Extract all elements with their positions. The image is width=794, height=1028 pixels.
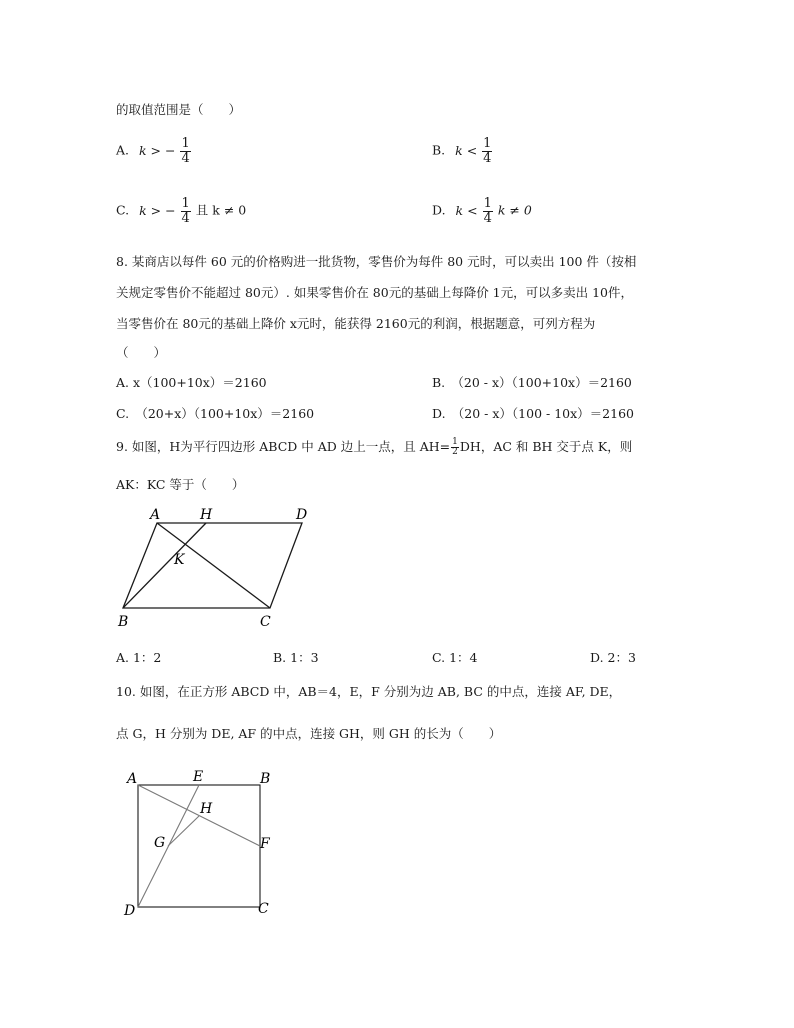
q8-option-d: D. （20 - x）（100 - 10x）＝2160 (432, 406, 634, 421)
q7-option-b-fraction (482, 137, 492, 165)
q7-option-a-fraction (180, 137, 190, 165)
q8-option-b: B. （20 - x）（100+10x）＝2160 (432, 375, 632, 390)
q10-square-figure (120, 765, 290, 920)
q8-option-c: C. （20+x）（100+10x）＝2160 (116, 406, 315, 421)
q9-parallelogram-figure (110, 500, 330, 635)
label-c: C (260, 614, 271, 630)
label-b: B (260, 771, 271, 787)
q7-option-a-label: A. (116, 142, 130, 158)
q9-option-d: D. 2：3 (590, 650, 636, 665)
q10-line-1: 10. 如图，在正方形 ABCD 中，AB＝4，E，F 分别为边 AB, BC 的中点，连接 AF, DE， (116, 684, 622, 699)
label-a: A (150, 507, 161, 523)
label-k: K (174, 552, 185, 568)
label-g: G (154, 835, 166, 851)
q9-line-1-post: DH，AC 和 BH 交于点 K，则 (459, 439, 633, 454)
q8-line-2: 关规定零售价不能超过 80元）. 如果零售价在 80元的基础上每降价 1元，可以多卖出 10件， (116, 285, 634, 300)
label-d: D (124, 903, 136, 919)
q7-option-a (116, 137, 192, 165)
q9-line-1-pre: 9. 如图，H为平行四边形 ABCD 中 AD 边上一点，且 AH= (116, 439, 451, 454)
q9-line-2: AK：KC 等于（ ） (116, 477, 245, 492)
fraction-numerator: 1 (452, 436, 458, 447)
label-h: H (200, 801, 213, 817)
fraction-numerator: 1 (181, 196, 190, 211)
q10-line-2: 点 G，H 分别为 DE, AF 的中点，连接 GH，则 GH 的长为（ ） (116, 726, 502, 741)
q7-option-d (432, 197, 532, 225)
fraction-denominator: 4 (483, 210, 492, 226)
q7-option-c (116, 197, 246, 225)
q7-option-d-fraction (483, 197, 493, 225)
q9-option-c: C. 1：4 (432, 650, 478, 665)
segment-gh (168, 816, 199, 846)
fraction-denominator: 2 (452, 447, 458, 457)
q9-option-a: A. 1：2 (116, 650, 162, 665)
label-h: H (200, 507, 213, 523)
label-d: D (296, 507, 308, 523)
label-b: B (118, 614, 129, 630)
q7-option-d-expr: k < (455, 202, 478, 218)
q7-option-c-fraction (181, 197, 191, 225)
q7-option-a-expr: k > − (139, 142, 176, 158)
q7-option-b-expr: k < (455, 142, 478, 158)
q7-option-d-label: D. (432, 202, 446, 218)
segment-bh (123, 523, 206, 608)
q7-option-c-label: C. (116, 202, 130, 218)
fraction-denominator: 4 (181, 150, 190, 166)
q9-option-b: B. 1：3 (273, 650, 319, 665)
label-c: C (258, 901, 269, 917)
fraction-numerator: 1 (483, 136, 492, 151)
q8-line-1: 8. 某商店以每件 60 元的价格购进一批货物，零售价为每件 80 元时，可以卖出 100 件（按相 (116, 254, 637, 269)
fraction-denominator: 4 (181, 210, 190, 226)
q8-line-4: （ ） (116, 345, 167, 360)
q7-stem-tail: 的取值范围是（ ） (116, 102, 242, 117)
q7-option-b-label: B. (432, 142, 446, 158)
q7-option-c-tail: 且 k ≠ 0 (195, 202, 247, 218)
q9-fraction (451, 438, 459, 458)
q7-option-b (432, 137, 493, 165)
q8-line-3: 当零售价在 80元的基础上降价 x元时，能获得 2160元的利润，根据题意，可列方程为 (116, 316, 596, 331)
label-e: E (193, 769, 204, 785)
fraction-numerator: 1 (483, 196, 492, 211)
label-a: A (127, 771, 138, 787)
fraction-numerator: 1 (181, 136, 190, 151)
q7-option-d-tail: k ≠ 0 (497, 202, 532, 218)
q9-line-1 (116, 437, 632, 457)
q7-option-c-expr: k > − (139, 202, 176, 218)
label-f: F (260, 836, 270, 852)
q8-option-a: A. x（100+10x）＝2160 (116, 375, 267, 390)
fraction-denominator: 4 (483, 150, 492, 166)
